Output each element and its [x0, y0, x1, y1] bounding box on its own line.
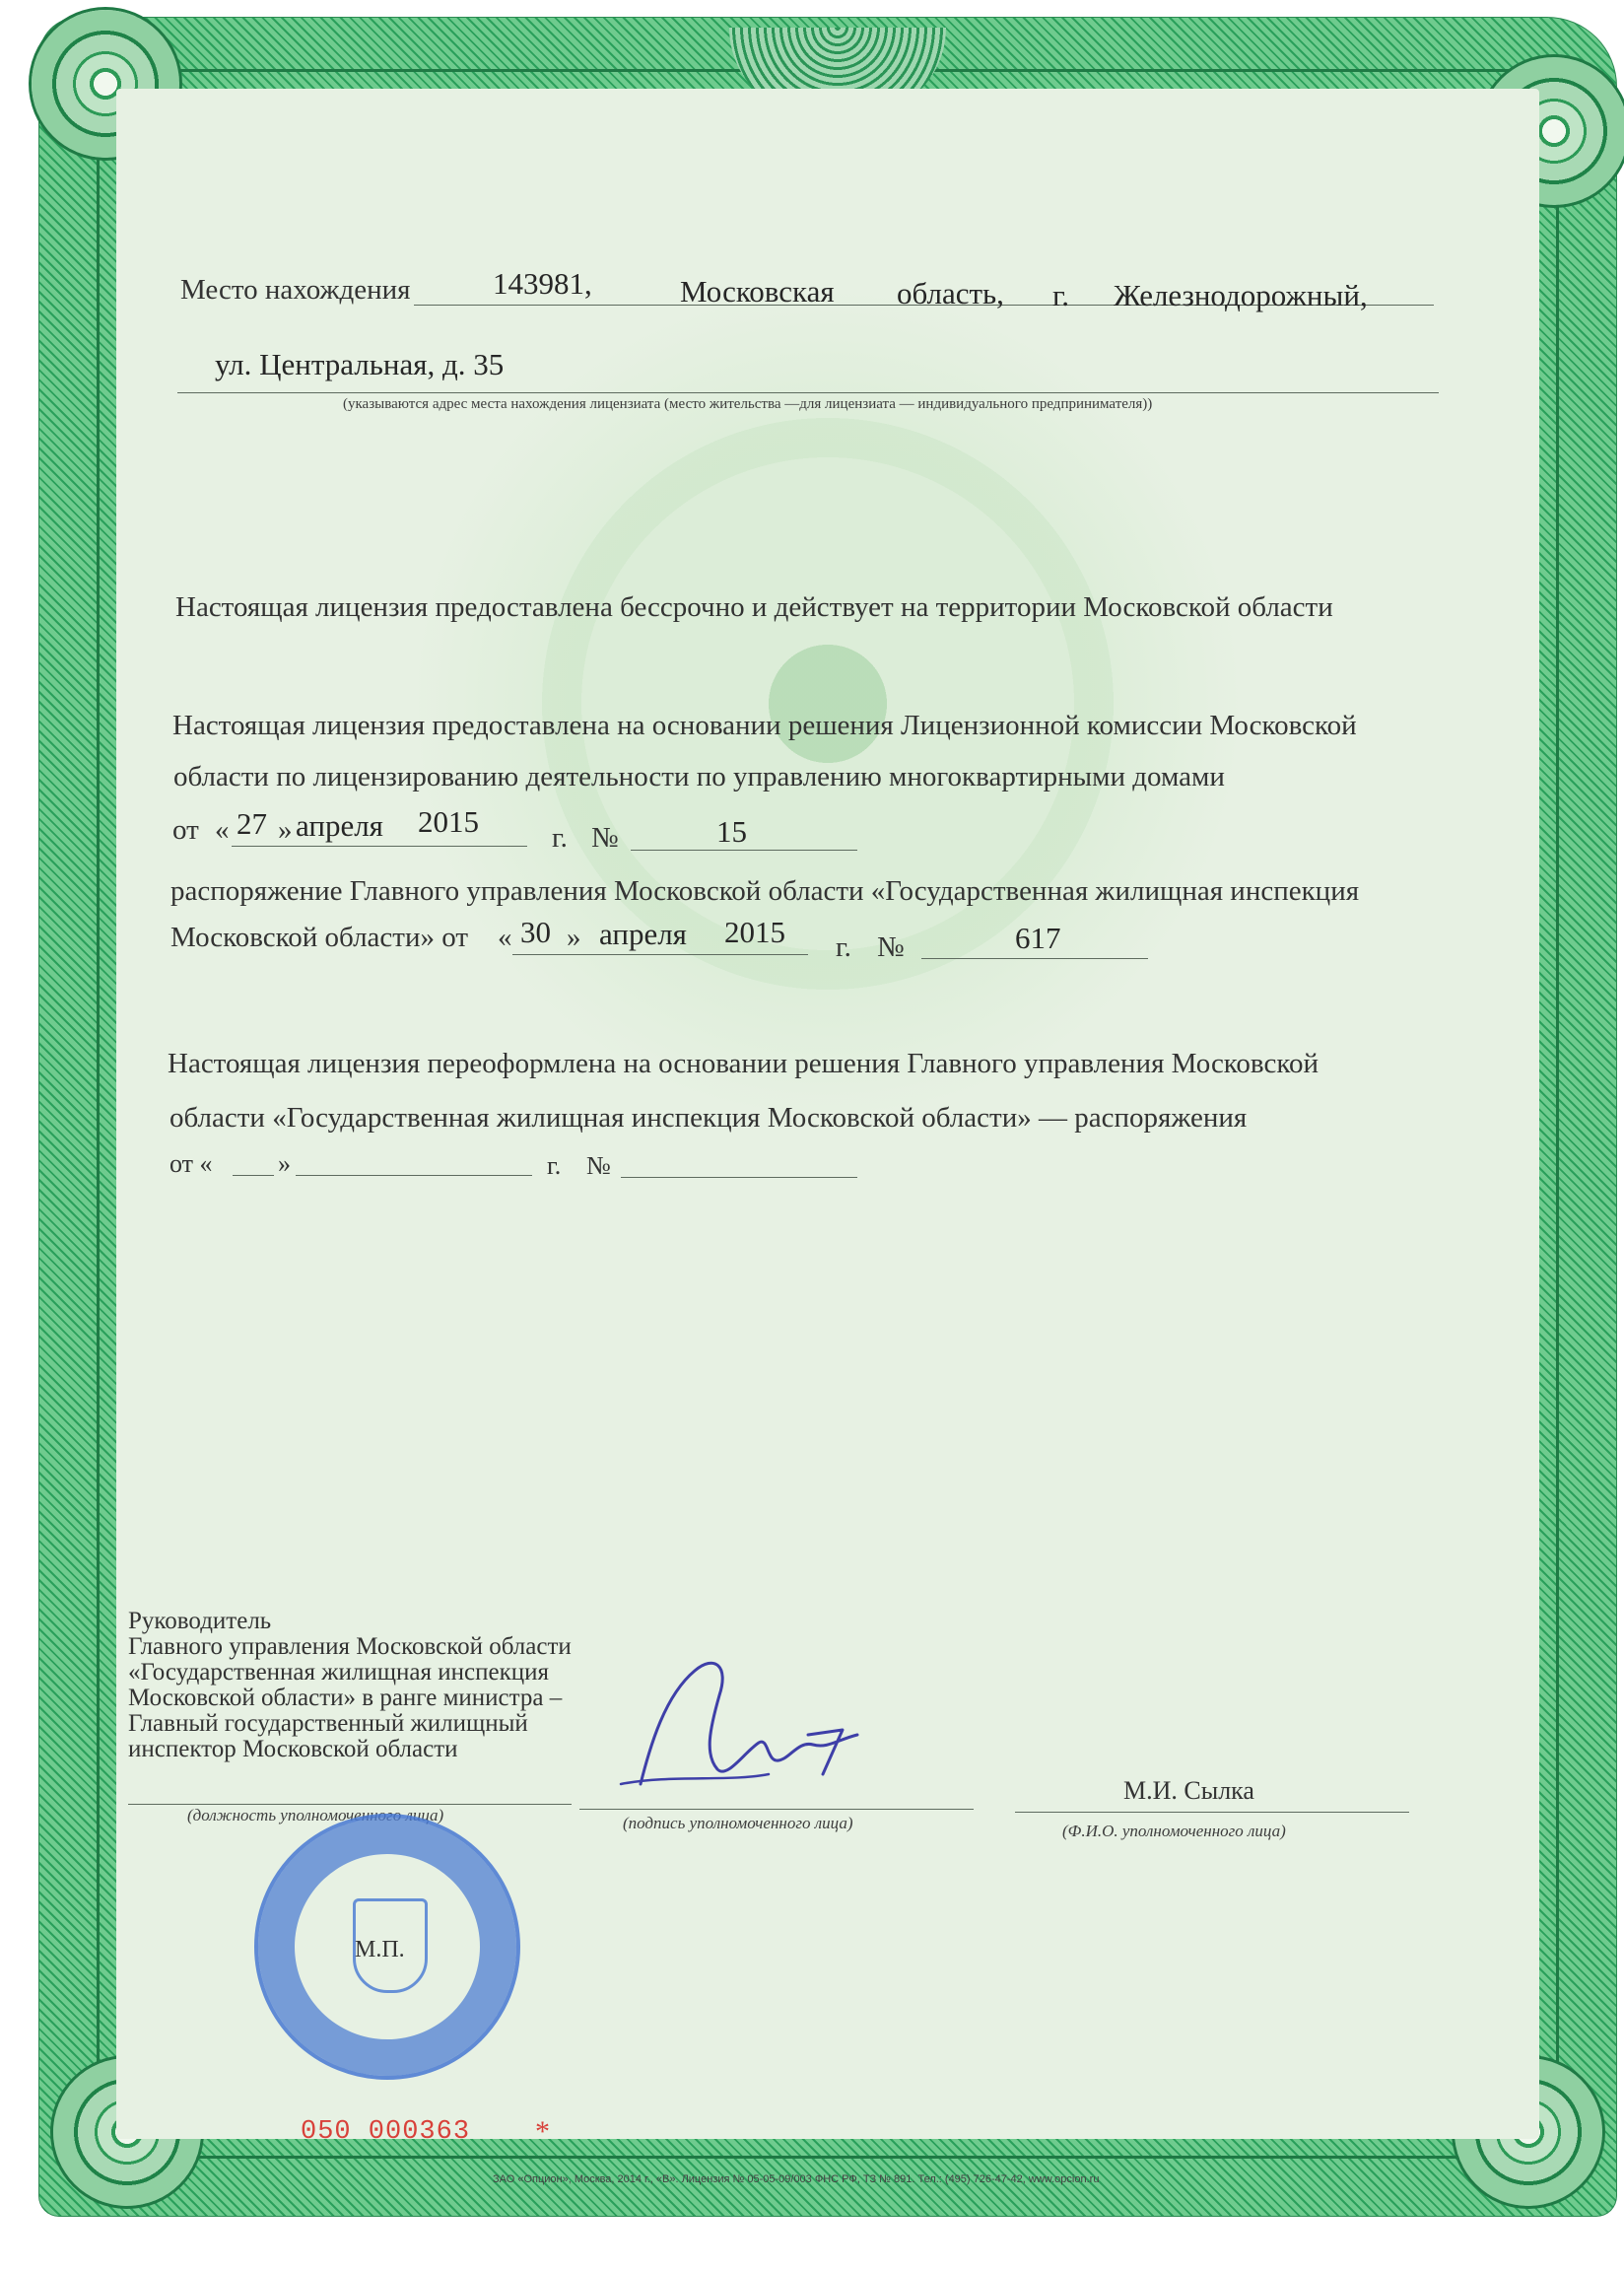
- address-region: Московская: [680, 274, 835, 309]
- printer-info: ЗАО «Опцион», Москва, 2014 г., «В». Лицензия № 05-05-09/003 ФНС РФ, ТЗ № 891. Тел.: (495) 726-47-42, www.opcion.ru: [493, 2173, 1100, 2185]
- signatory-title-line-6: инспектор Московской области: [128, 1736, 458, 1762]
- basis-number-sign: №: [591, 822, 619, 854]
- basis-date-underline: [232, 846, 527, 847]
- basis-open-quote: «: [215, 814, 230, 846]
- address-hint: (указываются адрес места нахождения лицензиата (место жительства —для лицензиата — индивидуального предпринимателя)): [343, 396, 1153, 412]
- reissue-number-underline: [621, 1177, 857, 1178]
- basis-number-underline: [631, 850, 857, 851]
- reissue-line-1: Настоящая лицензия переоформлена на основании решения Главного управления Московской: [168, 1048, 1319, 1079]
- order-close-quote: »: [567, 922, 581, 953]
- signatory-title-line-1: Руководитель: [128, 1608, 272, 1634]
- order-date-underline: [512, 954, 808, 955]
- order-line-2-prefix: Московской области» от: [170, 922, 469, 953]
- position-caption: (должность уполномоченного лица): [187, 1806, 444, 1824]
- validity-text: Настоящая лицензия предоставлена бессрочно и действует на территории Московской области: [175, 591, 1333, 623]
- signatory-title-line-5: Главный государственный жилищный: [128, 1710, 528, 1737]
- reissue-year-suffix: г.: [547, 1151, 562, 1180]
- signatory-title-line-4: Московской области» в ранге министра –: [128, 1685, 563, 1711]
- basis-line-2: области по лицензированию деятельности по управлению многоквартирными домами: [173, 761, 1225, 792]
- address-city: Железнодорожный,: [1114, 278, 1368, 312]
- handwritten-signature: [611, 1636, 867, 1804]
- order-day: 30: [520, 915, 551, 949]
- order-number-underline: [921, 958, 1148, 959]
- order-year-suffix: г.: [836, 931, 851, 963]
- reissue-day-underline: [233, 1175, 274, 1176]
- signatory-title-line-3: «Государственная жилищная инспекция: [128, 1659, 549, 1686]
- stamp-label: М.П.: [355, 1937, 405, 1962]
- reissue-line-2: области «Государственная жилищная инспекция Московской области» — распоряжения: [169, 1102, 1248, 1134]
- order-year: 2015: [724, 915, 785, 949]
- basis-month: апреля: [296, 808, 383, 843]
- signatory-name: М.И. Сылка: [1123, 1776, 1254, 1805]
- signatory-title: [128, 1609, 572, 1762]
- reissue-date-underline: [296, 1175, 532, 1176]
- order-line-1: распоряжение Главного управления Московской области «Государственная жилищная инспекция: [170, 875, 1360, 907]
- signature-underline: [579, 1809, 974, 1810]
- serial-number: 050 000363: [301, 2117, 471, 2147]
- signature-caption: (подпись уполномоченного лица): [623, 1814, 853, 1832]
- reissue-date-prefix: от «: [169, 1149, 213, 1178]
- basis-from: от: [172, 814, 199, 846]
- reissue-date-mid: »: [278, 1149, 291, 1178]
- reissue-number-sign: №: [586, 1151, 611, 1180]
- basis-number: 15: [716, 814, 747, 849]
- order-number: 617: [1015, 921, 1061, 955]
- serial-star: *: [535, 2115, 550, 2148]
- name-caption: (Ф.И.О. уполномоченного лица): [1062, 1822, 1286, 1840]
- address-city-abbr: г.: [1052, 278, 1069, 312]
- order-open-quote: «: [498, 922, 512, 953]
- basis-year: 2015: [418, 804, 479, 839]
- basis-day: 27: [237, 806, 267, 841]
- address-postcode: 143981,: [493, 266, 592, 301]
- signatory-title-line-2: Главного управления Московской области: [128, 1633, 572, 1660]
- basis-close-quote: »: [278, 814, 293, 846]
- basis-year-suffix: г.: [552, 822, 568, 854]
- position-underline: [128, 1804, 572, 1805]
- name-underline: [1015, 1812, 1409, 1813]
- address-label: Место нахождения: [180, 274, 411, 306]
- address-street: ул. Центральная, д. 35: [215, 347, 505, 381]
- address-oblast: область,: [897, 276, 1004, 310]
- basis-line-1: Настоящая лицензия предоставлена на основании решения Лицензионной комиссии Московской: [172, 710, 1357, 741]
- address-underline-2: [177, 392, 1439, 393]
- order-month: апреля: [599, 917, 687, 951]
- order-number-sign: №: [877, 931, 905, 963]
